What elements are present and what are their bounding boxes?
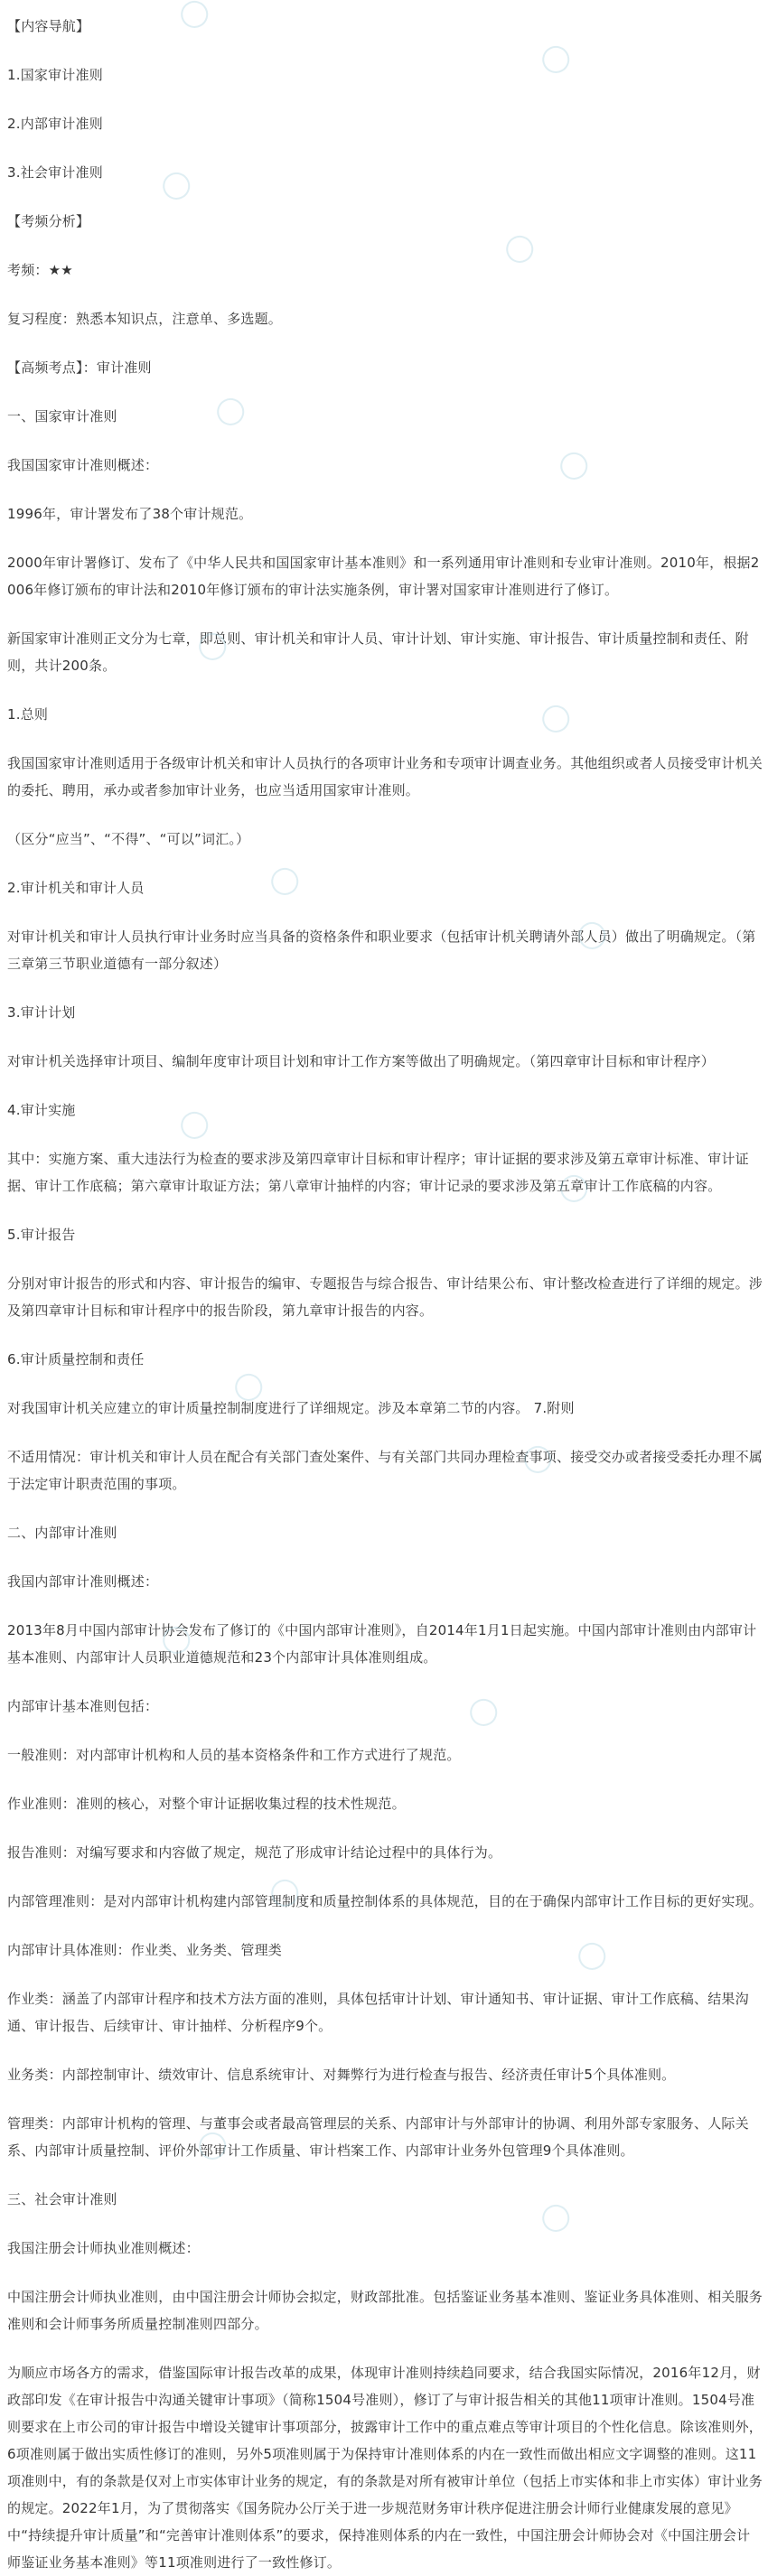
paragraph: 内部审计具体准则：作业类、业务类、管理类 [7, 1942, 283, 1958]
paragraph: 对审计机关选择审计项目、编制年度审计项目计划和审计工作方案等做出了明确规定。（第四章审计目标和审计程序） [7, 1053, 715, 1069]
paragraph: 我国国家审计准则适用于各级审计机关和审计人员执行的各项审计业务和专项审计调查业务。其他组织或者人员接受审计机关的委托、聘用，承办或者参加审计业务，也应当适用国家审计准则。 [7, 755, 763, 798]
frequency-heading: 【考频分析】 [7, 213, 90, 229]
subheading: 5.审计报告 [7, 1227, 76, 1243]
nav-item-social: 3.社会审计准则 [7, 164, 103, 181]
paragraph: 我国内部审计准则概述： [7, 1573, 159, 1590]
paragraph: 管理类：内部审计机构的管理、与董事会或者最高管理层的关系、内部审计与外部审计的协调、利用外部专家服务、人际关系、内部审计质量控制、评价外部审计工作质量、审计档案工作、内部审计业务外包管理9个具体准则。 [7, 2115, 749, 2159]
paragraph: 分别对审计报告的形式和内容、审计报告的编审、专题报告与综合报告、审计结果公布、审计整改检查进行了详细的规定。涉及第四章审计目标和审计程序中的报告阶段，第九章审计报告的内容。 [7, 1275, 763, 1319]
paragraph: （区分“应当”、“不得”、“可以”词汇。） [7, 831, 250, 847]
section-heading-social: 三、社会审计准则 [7, 2191, 117, 2207]
paragraph: 为顺应市场各方的需求，借鉴国际审计报告改革的成果，体现审计准则持续趋同要求，结合我国实际情况，2016年12月，财政部印发《在审计报告中沟通关键审计事项》（简称1504号准则），修订了与审计报告相关的其他11项审计准则。1504号准则要求在上市公司的审计报告中增设关键审计事项部分，披露审计工作中的重点难点等审计项目的个性化信息。除该准则外，6项准则属于做出实质性修订的准则，另外5项准则属于为保持审计准则体系的内在一致性而做出相应文字调整的准则。这11项准则中，有的条款是仅对上市实体审计业务的规定，有的条款是对所有被审计单位（包括上市实体和非上市实体）审计业务的规定。2022年1月，为了贯彻落实《国务院办公厅关于进一步规范财务审计秩序促进注册会计师行业健康发展的意见》中“持续提升审计质量”和“完善审计准则体系”的要求，保持准则体系的内在一致性，中国注册会计师协会对《中国注册会计师鉴证业务基本准则》等11项准则进行了一致性修订。 [7, 2365, 763, 2571]
paragraph: 一般准则：对内部审计机构和人员的基本资格条件和工作方式进行了规范。 [7, 1747, 461, 1763]
review-level: 复习程度：熟悉本知识点，注意单、多选题。 [7, 311, 283, 327]
paragraph: 我国注册会计师执业准则概述： [7, 2240, 200, 2256]
paragraph: 我国国家审计准则概述： [7, 457, 159, 473]
paragraph: 报告准则：对编写要求和内容做了规定，规范了形成审计结论过程中的具体行为。 [7, 1844, 502, 1861]
paragraph: 业务类：内部控制审计、绩效审计、信息系统审计、对舞弊行为进行检查与报告、经济责任审计5个具体准则。 [7, 2067, 676, 2083]
paragraph: 对审计机关和审计人员执行审计业务时应当具备的资格条件和职业要求（包括审计机关聘请外部人员）做出了明确规定。（第三章第三节职业道德有一部分叙述） [7, 929, 756, 972]
paragraph: 2013年8月中国内部审计协会发布了修订的《中国内部审计准则》，自2014年1月1日起实施。中国内部审计准则由内部审计基本准则、内部审计人员职业道德规范和23个内部审计具体准则组成。 [7, 1622, 757, 1666]
paragraph: 内部管理准则：是对内部审计机构建内部管理制度和质量控制体系的具体规范，目的在于确保内部审计工作目标的更好实现。 [7, 1893, 763, 1909]
paragraph: 不适用情况：审计机关和审计人员在配合有关部门查处案件、与有关部门共同办理检查事项、接受交办或者接受委托办理不属于法定审计职责范围的事项。 [7, 1449, 763, 1492]
key-point-heading: 【高频考点】：审计准则 [7, 359, 152, 376]
paragraph: 1996年，审计署发布了38个审计规范。 [7, 506, 253, 522]
nav-heading: 【内容导航】 [7, 18, 90, 34]
paragraph: 新国家审计准则正文分为七章，即总则、审计机关和审计人员、审计计划、审计实施、审计报告、审计质量控制和责任、附则，共计200条。 [7, 630, 749, 674]
paragraph: 内部审计基本准则包括： [7, 1698, 159, 1714]
paragraph: 作业类：涵盖了内部审计程序和技术方法方面的准则，具体包括审计计划、审计通知书、审计证据、审计工作底稿、结果沟通、审计报告、后续审计、审计抽样、分析程序9个。 [7, 1991, 749, 2034]
subheading: 6.审计质量控制和责任 [7, 1351, 145, 1367]
subheading: 1.总则 [7, 706, 49, 723]
frequency-rating: 考频：★★ [7, 262, 73, 278]
section-heading-internal: 二、内部审计准则 [7, 1525, 117, 1541]
nav-item-national: 1.国家审计准则 [7, 67, 103, 83]
subheading: 4.审计实施 [7, 1102, 76, 1118]
paragraph: 作业准则：准则的核心，对整个审计证据收集过程的技术性规范。 [7, 1796, 406, 1812]
paragraph: 中国注册会计师执业准则，由中国注册会计师协会拟定，财政部批准。包括鉴证业务基本准则、鉴证业务具体准则、相关服务准则和会计师事务所质量控制准则四部分。 [7, 2289, 763, 2332]
paragraph: 其中：实施方案、重大违法行为检查的要求涉及第四章审计目标和审计程序；审计证据的要求涉及第五章审计标准、审计证据、审计工作底稿；第六章审计取证方法；第八章审计抽样的内容；审计记录的要求涉及第五章审计工作底稿的内容。 [7, 1151, 749, 1194]
paragraph: 2000年审计署修订、发布了《中华人民共和国国家审计基本准则》和一系列通用审计准则和专业审计准则。2010年，根据2006年修订颁布的审计法和2010年修订颁布的审计法实施条例，审计署对国家审计准则进行了修订。 [7, 555, 760, 598]
section-heading-national: 一、国家审计准则 [7, 408, 117, 425]
nav-item-internal: 2.内部审计准则 [7, 116, 103, 132]
paragraph: 对我国审计机关应建立的审计质量控制制度进行了详细规定。涉及本章第二节的内容。 7.附则 [7, 1400, 575, 1416]
subheading: 2.审计机关和审计人员 [7, 880, 145, 896]
subheading: 3.审计计划 [7, 1004, 76, 1021]
